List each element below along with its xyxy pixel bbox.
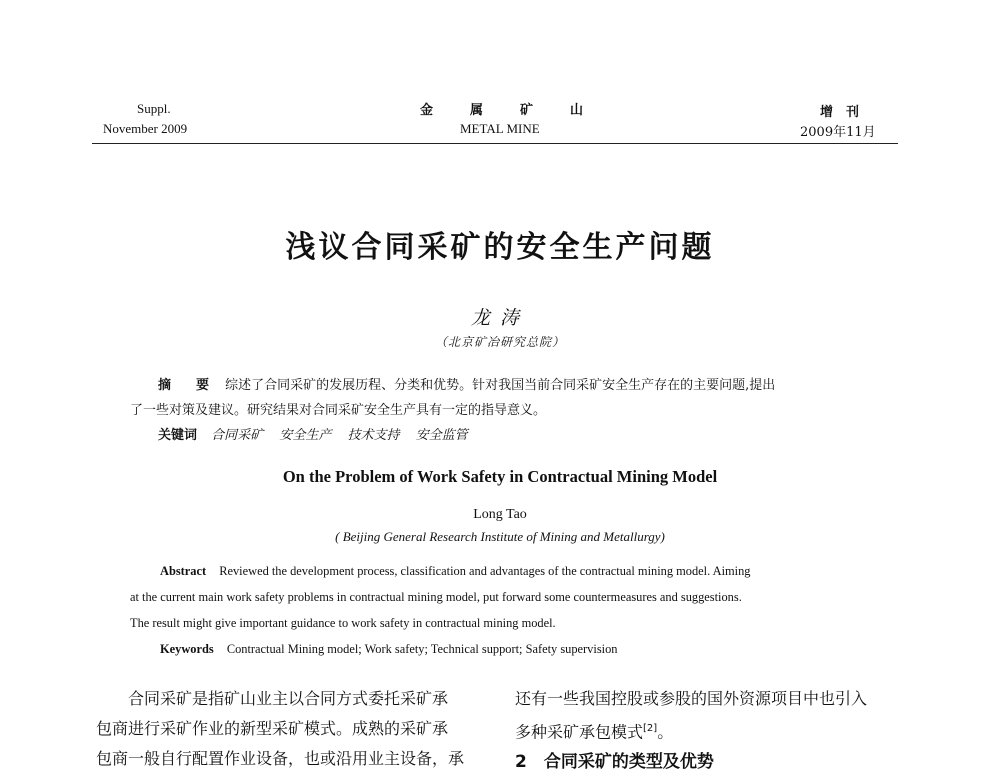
abstract-cn-line2: 了一些对策及建议。研究结果对合同采矿安全生产具有一定的指导意义。 — [130, 403, 547, 418]
body-left-line2: 包商进行采矿作业的新型采矿模式。成熟的采矿承 — [96, 719, 449, 738]
abstract-en-line3: The result might give important guidance to work safety in contractual mining model. — [130, 616, 556, 630]
affiliation-cn: （北京矿冶研究总院） — [434, 335, 565, 349]
abstract-en — [130, 558, 875, 662]
header-rule — [92, 143, 898, 144]
body-right-line2-end: 。 — [657, 722, 674, 742]
body-left-line3: 包商一般自行配置作业设备，也或沿用业主设备，承 — [96, 749, 465, 768]
header-suppl: Suppl. — [137, 101, 171, 116]
paper-title-en: On the Problem of Work Safety in Contractual Mining Model — [282, 467, 718, 486]
abstract-cn — [130, 373, 870, 448]
section-heading: 2 合同采矿的类型及优势 — [515, 752, 714, 773]
body-left-line1: 合同采矿是指矿山业主以合同方式委托采矿承 — [128, 689, 449, 708]
header-suppl-cn: 增 刊 — [820, 105, 860, 120]
citation-ref: [2] — [643, 723, 658, 734]
body-right-line2 — [515, 714, 905, 747]
keyword-cn-item: 技术支持 — [347, 428, 400, 443]
body-right-line2-text: 多种采矿承包模式 — [515, 722, 644, 742]
author-cn: 龙涛 — [470, 307, 529, 329]
affiliation-en: ( Beijing General Research Institute of Mining and Metallurgy) — [335, 529, 665, 544]
abstract-en-line1 — [130, 558, 875, 584]
keyword-cn-item: 安全监管 — [415, 428, 468, 443]
keywords-en-label: Keywords — [160, 642, 214, 656]
abstract-cn-line1 — [130, 373, 870, 398]
keyword-cn-item: 合同采矿 — [211, 428, 264, 443]
keywords-en — [130, 636, 875, 662]
author-en: Long Tao — [473, 507, 527, 522]
body-left-column — [96, 684, 486, 774]
header-journal-en: METAL MINE — [460, 121, 540, 136]
body-right-line1: 还有一些我国控股或参股的国外资源项目中也引入 — [515, 689, 868, 708]
keywords-cn-list — [211, 428, 479, 443]
paper-title-cn: 浅议合同采矿的安全生产问题 — [285, 230, 715, 265]
header-date-cn: 2009年11月 — [800, 125, 876, 140]
keywords-cn — [130, 423, 870, 448]
abstract-cn-text-1: 综述了合同采矿的发展历程、分类和优势。针对我国当前合同采矿安全生产存在的主要问题,提出 — [225, 378, 776, 393]
abstract-en-label: Abstract — [160, 564, 207, 578]
header-date-en: November 2009 — [103, 121, 188, 136]
keyword-cn-item: 安全生产 — [279, 428, 332, 443]
body-right-column — [515, 684, 905, 777]
keywords-cn-label: 关键词 — [158, 428, 198, 443]
keywords-en-text: Contractual Mining model; Work safety; Technical support; Safety supervision — [226, 642, 618, 656]
header-journal-cn: 金 属 矿 山 — [420, 103, 596, 118]
abstract-cn-label: 摘 要 — [158, 378, 216, 393]
abstract-en-line2: at the current main work safety problems in contractual mining model, put forward some countermeasures and suggestions. — [130, 590, 742, 604]
abstract-en-text-1: Reviewed the development process, classification and advantages of the contractual mining model. Aiming — [219, 564, 751, 578]
